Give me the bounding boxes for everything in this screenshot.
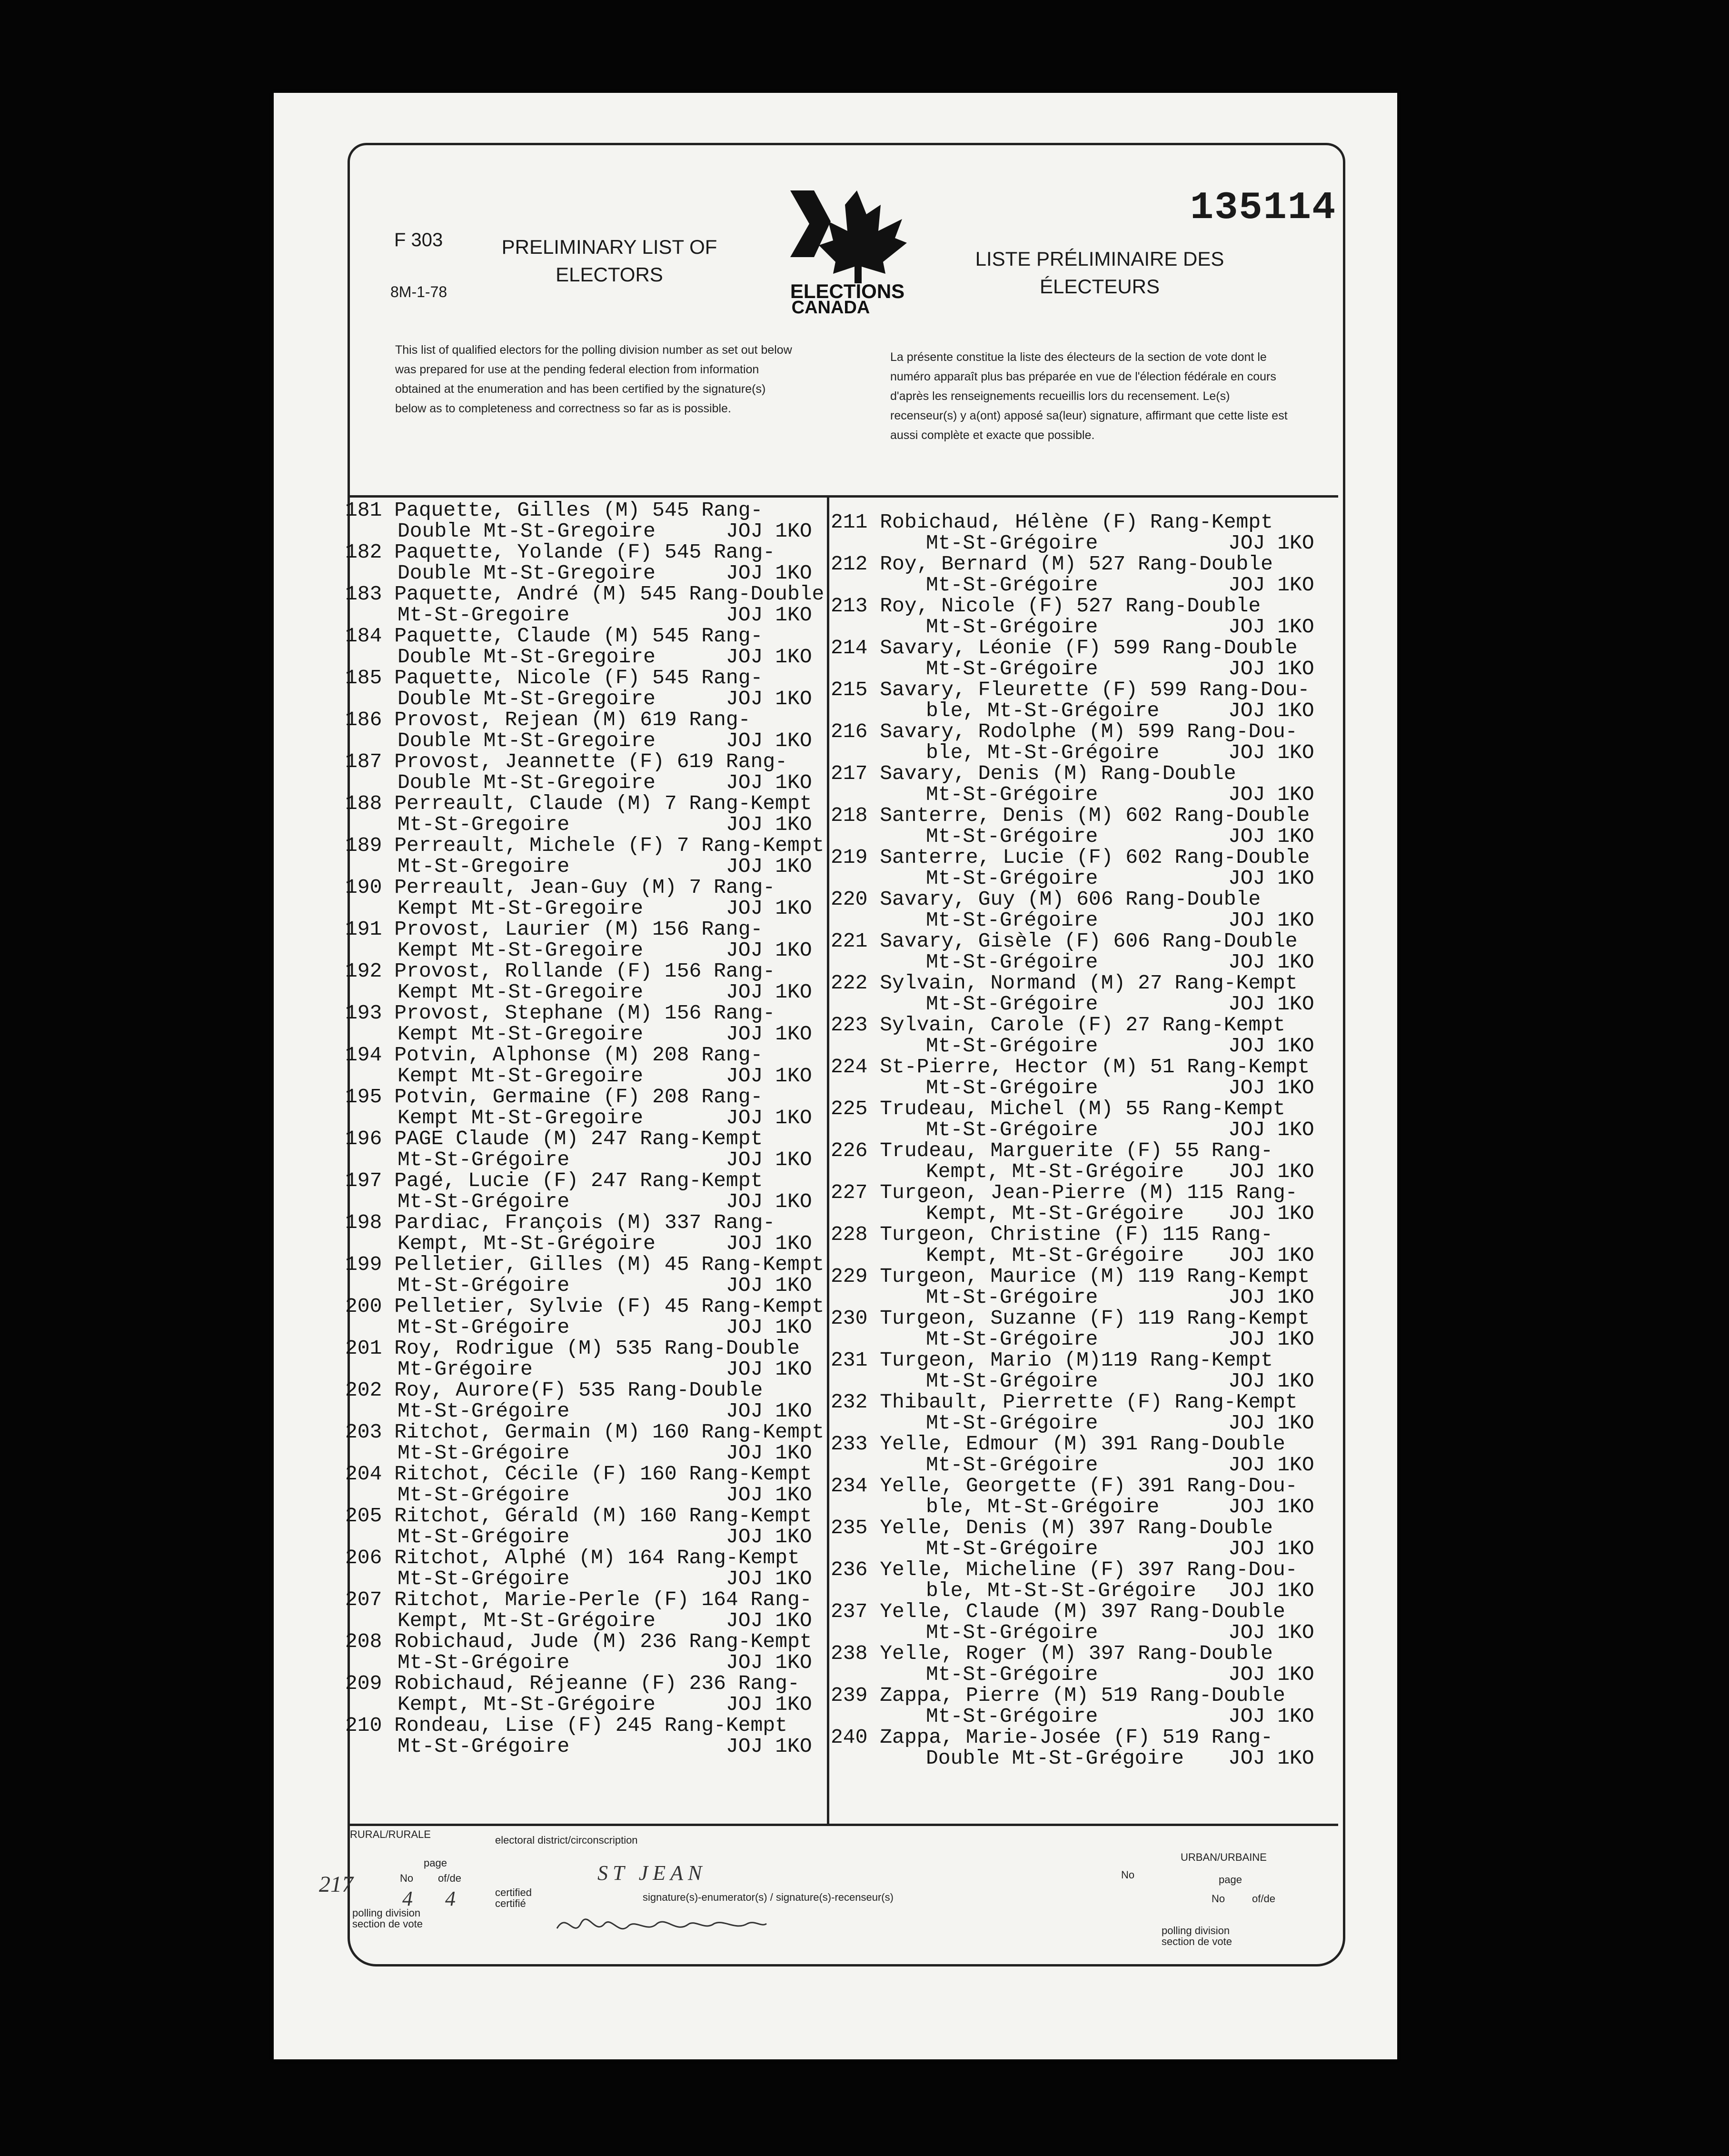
elector-line-2: Kempt, Mt-St-Grégoire: [926, 1160, 1184, 1183]
elector-line-2: Double Mt-St-Gregoire: [397, 687, 656, 710]
elector-entry: [345, 1338, 826, 1380]
elector-line-1: 211 Robichaud, Hélène (F) Rang-Kempt: [831, 510, 1273, 534]
elector-entry: [345, 1128, 826, 1170]
elector-line-1: 222 Sylvain, Normand (M) 27 Rang-Kempt: [831, 971, 1298, 995]
elector-postal-code: JOJ 1KO: [726, 561, 812, 585]
elector-entry: [831, 1057, 1335, 1098]
elector-line-1: 217 Savary, Denis (M) Rang-Double: [831, 762, 1236, 785]
elector-line-2: ble, Mt-St-St-Grégoire: [926, 1579, 1196, 1602]
elector-postal-code: JOJ 1KO: [726, 897, 812, 920]
elector-line-1: 237 Yelle, Claude (M) 397 Rang-Double: [831, 1600, 1285, 1623]
footer-no-label-right-1: No: [1121, 1869, 1135, 1881]
elector-line-1: 206 Ritchot, Alphé (M) 164 Rang-Kempt: [345, 1546, 800, 1569]
elector-entry: [345, 1547, 826, 1589]
elector-postal-code: JOJ 1KO: [1228, 1663, 1314, 1686]
title-fr-line2: ÉLECTEURS: [1039, 275, 1160, 298]
elector-entry: [831, 554, 1335, 596]
elector-entry: [831, 1140, 1335, 1182]
elector-entry: [345, 919, 826, 961]
elector-entry: [345, 1631, 826, 1673]
elector-line-2: Mt-St-Grégoire: [926, 867, 1098, 890]
elector-postal-code: JOJ 1KO: [726, 1106, 812, 1129]
elector-line-2: Kempt Mt-St-Gregoire: [397, 938, 644, 962]
elector-entry: [345, 500, 826, 542]
elector-entry: [345, 1170, 826, 1212]
elector-line-2: Kempt Mt-St-Gregoire: [397, 1022, 644, 1046]
elector-line-2: Mt-St-Grégoire: [926, 1411, 1098, 1435]
elector-line-2: Kempt, Mt-St-Grégoire: [926, 1244, 1184, 1267]
elector-entry: [345, 877, 826, 919]
elector-postal-code: JOJ 1KO: [726, 1316, 812, 1339]
elector-line-1: 183 Paquette, André (M) 545 Rang-Double: [345, 582, 825, 606]
elector-line-2: Kempt, Mt-St-Grégoire: [397, 1232, 656, 1255]
elector-line-1: 236 Yelle, Micheline (F) 397 Rang-Dou-: [831, 1558, 1298, 1581]
elector-postal-code: JOJ 1KO: [1228, 531, 1314, 555]
handwritten-district: ST JEAN: [597, 1861, 707, 1885]
title-fr-line1: LISTE PRÉLIMINAIRE DES: [975, 248, 1224, 270]
elector-line-1: 232 Thibault, Pierrette (F) Rang-Kempt: [831, 1390, 1298, 1414]
elector-line-2: ble, Mt-St-Grégoire: [926, 741, 1160, 764]
elector-entry: [831, 1015, 1335, 1057]
elector-entry: [345, 542, 826, 584]
footer-polling-division-label: polling division: [352, 1907, 421, 1919]
footer-district-label: electoral district/circonscription: [495, 1834, 638, 1846]
elector-line-2: Kempt, Mt-St-Grégoire: [397, 1609, 656, 1632]
elector-postal-code: JOJ 1KO: [1228, 573, 1314, 597]
handwritten-page-of: 4: [445, 1887, 456, 1910]
elector-postal-code: JOJ 1KO: [726, 1651, 812, 1674]
serial-number: 135114: [1190, 186, 1337, 230]
elector-entry: [345, 1506, 826, 1547]
elector-line-1: 185 Paquette, Nicole (F) 545 Rang-: [345, 666, 763, 689]
elector-entry: [831, 1727, 1335, 1769]
elector-postal-code: JOJ 1KO: [1228, 950, 1314, 974]
title-en-line2: ELECTORS: [556, 263, 663, 286]
elector-postal-code: JOJ 1KO: [726, 1525, 812, 1548]
elections-canada-logo: [785, 186, 909, 314]
elector-postal-code: JOJ 1KO: [1228, 615, 1314, 639]
elector-line-1: 238 Yelle, Roger (M) 397 Rang-Double: [831, 1642, 1273, 1665]
elector-entry: [831, 1392, 1335, 1434]
elector-line-1: 200 Pelletier, Sylvie (F) 45 Rang-Kempt: [345, 1295, 825, 1318]
elector-line-1: 204 Ritchot, Cécile (F) 160 Rang-Kempt: [345, 1462, 812, 1486]
elector-line-1: 235 Yelle, Denis (M) 397 Rang-Double: [831, 1516, 1273, 1539]
elector-entry: [345, 751, 826, 793]
elector-line-1: 223 Sylvain, Carole (F) 27 Rang-Kempt: [831, 1013, 1285, 1037]
elector-entry: [831, 931, 1335, 973]
elector-line-2: Double Mt-St-Gregoire: [397, 561, 656, 585]
elector-postal-code: JOJ 1KO: [1228, 783, 1314, 806]
footer-no-label-left: No: [400, 1872, 414, 1884]
elector-entry: [831, 973, 1335, 1015]
elector-postal-code: JOJ 1KO: [726, 687, 812, 710]
elector-entry: [345, 668, 826, 709]
elector-postal-code: JOJ 1KO: [1228, 1579, 1314, 1602]
handwritten-division: 217: [319, 1872, 353, 1897]
electors-column-right: [831, 512, 1335, 1769]
title-english: [486, 233, 733, 289]
elector-line-1: 189 Perreault, Michele (F) 7 Rang-Kempt: [345, 834, 825, 857]
elector-line-1: 202 Roy, Aurore(F) 535 Rang-Double: [345, 1378, 763, 1402]
elector-line-1: 194 Potvin, Alphonse (M) 208 Rang-: [345, 1043, 763, 1067]
elector-postal-code: JOJ 1KO: [726, 1399, 812, 1423]
column-divider: [827, 495, 829, 1824]
elector-postal-code: JOJ 1KO: [726, 855, 812, 878]
elector-line-2: Mt-St-Grégoire: [397, 1525, 570, 1548]
footer-urban-label: URBAN/URBAINE: [1181, 1851, 1267, 1863]
elector-line-2: Mt-St-Grégoire: [926, 657, 1098, 680]
elector-entry: [345, 584, 826, 626]
elector-entry: [345, 1715, 826, 1757]
footer-certified-label: certified: [495, 1886, 532, 1898]
elector-postal-code: JOJ 1KO: [1228, 908, 1314, 932]
elector-line-1: 227 Turgeon, Jean-Pierre (M) 115 Rang-: [831, 1181, 1298, 1204]
elector-entry: [831, 638, 1335, 679]
elector-postal-code: JOJ 1KO: [726, 1483, 812, 1507]
footer-section-vote-label: section de vote: [352, 1918, 423, 1930]
elector-postal-code: JOJ 1KO: [1228, 1747, 1314, 1770]
elector-postal-code: JOJ 1KO: [1228, 1537, 1314, 1560]
elector-postal-code: JOJ 1KO: [726, 938, 812, 962]
elector-line-2: Mt-St-Grégoire: [926, 573, 1098, 597]
elector-postal-code: JOJ 1KO: [1228, 1286, 1314, 1309]
elector-postal-code: JOJ 1KO: [1228, 1328, 1314, 1351]
elector-entry: [345, 1296, 826, 1338]
elector-line-2: Mt-St-Grégoire: [926, 950, 1098, 974]
elector-entry: [831, 1308, 1335, 1350]
elector-postal-code: JOJ 1KO: [726, 1735, 812, 1758]
elector-postal-code: JOJ 1KO: [1228, 1076, 1314, 1099]
elector-line-1: 230 Turgeon, Suzanne (F) 119 Rang-Kempt: [831, 1307, 1310, 1330]
elector-line-2: Double Mt-St-Gregoire: [397, 519, 656, 543]
elector-line-1: 181 Paquette, Gilles (M) 545 Rang-: [345, 499, 763, 522]
elector-line-1: 193 Provost, Stephane (M) 156 Rang-: [345, 1001, 775, 1025]
maple-leaf-x-icon: [785, 186, 909, 314]
elector-postal-code: JOJ 1KO: [726, 1148, 812, 1171]
form-date: 8M-1-78: [390, 283, 447, 300]
elector-line-1: 203 Ritchot, Germain (M) 160 Rang-Kempt: [345, 1420, 825, 1444]
elector-line-2: Mt-St-Grégoire: [397, 1483, 570, 1507]
elector-entry: [831, 1476, 1335, 1517]
elector-postal-code: JOJ 1KO: [726, 645, 812, 669]
elector-line-1: 213 Roy, Nicole (F) 527 Rang-Double: [831, 594, 1261, 618]
elector-entry: [345, 1589, 826, 1631]
elector-postal-code: JOJ 1KO: [1228, 741, 1314, 764]
elector-postal-code: JOJ 1KO: [1228, 1369, 1314, 1393]
footer-divider: [350, 1824, 1338, 1826]
elector-line-2: Kempt Mt-St-Gregoire: [397, 897, 644, 920]
elector-line-1: 226 Trudeau, Marguerite (F) 55 Rang-: [831, 1139, 1273, 1162]
elector-line-1: 214 Savary, Léonie (F) 599 Rang-Double: [831, 636, 1298, 659]
elector-line-1: 196 PAGE Claude (M) 247 Rang-Kempt: [345, 1127, 763, 1150]
elector-entry: [831, 889, 1335, 931]
elector-line-1: 195 Potvin, Germaine (F) 208 Rang-: [345, 1085, 763, 1108]
elector-line-1: 187 Provost, Jeannette (F) 619 Rang-: [345, 750, 787, 773]
elector-line-2: Mt-St-Grégoire: [926, 1621, 1098, 1644]
elector-line-2: Mt-Grégoire: [397, 1357, 533, 1381]
elector-line-1: 233 Yelle, Edmour (M) 391 Rang-Double: [831, 1432, 1285, 1456]
elector-line-2: Mt-St-Grégoire: [397, 1441, 570, 1465]
elector-postal-code: JOJ 1KO: [726, 729, 812, 752]
elector-entry: [831, 1266, 1335, 1308]
header-divider: [350, 495, 1338, 498]
elector-line-1: 212 Roy, Bernard (M) 527 Rang-Double: [831, 552, 1273, 576]
intro-french: La présente constitue la liste des électeurs de la section de vote dont le numéro apparaît plus bas préparée en vue de l'élection fédérale en cours d'après les renseignements recueillis lors du recensement. Le(s) recenseur(s) y a(ont) apposé sa(leur) signature, affirmant que cette liste est aussi complète et exacte que possible.: [890, 350, 1288, 442]
elector-line-1: 234 Yelle, Georgette (F) 391 Rang-Dou-: [831, 1474, 1298, 1497]
elector-line-1: 239 Zappa, Pierre (M) 519 Rang-Double: [831, 1684, 1285, 1707]
elector-line-1: 220 Savary, Guy (M) 606 Rang-Double: [831, 888, 1261, 911]
elector-postal-code: JOJ 1KO: [1228, 992, 1314, 1016]
elector-line-2: Mt-St-Grégoire: [397, 1651, 570, 1674]
elector-entry: [345, 1464, 826, 1506]
elector-postal-code: JOJ 1KO: [726, 1567, 812, 1590]
elector-postal-code: JOJ 1KO: [726, 1357, 812, 1381]
footer-certifie-label: certifié: [495, 1897, 526, 1909]
elector-postal-code: JOJ 1KO: [1228, 1034, 1314, 1058]
elector-line-2: Double Mt-St-Gregoire: [397, 645, 656, 669]
elector-entry: [831, 1517, 1335, 1559]
elector-postal-code: JOJ 1KO: [726, 1022, 812, 1046]
elector-line-2: Mt-St-Grégoire: [926, 825, 1098, 848]
elector-line-2: ble, Mt-St-Grégoire: [926, 699, 1160, 722]
elector-line-1: 205 Ritchot, Gérald (M) 160 Rang-Kempt: [345, 1504, 812, 1527]
elector-line-1: 216 Savary, Rodolphe (M) 599 Rang-Dou-: [831, 720, 1298, 743]
elector-entry: [345, 626, 826, 668]
elector-line-2: Mt-St-Grégoire: [926, 1328, 1098, 1351]
elector-line-1: 199 Pelletier, Gilles (M) 45 Rang-Kempt: [345, 1253, 825, 1276]
elector-entry: [831, 847, 1335, 889]
elector-line-2: Kempt, Mt-St-Grégoire: [397, 1693, 656, 1716]
elector-postal-code: JOJ 1KO: [1228, 867, 1314, 890]
elector-line-2: Kempt Mt-St-Gregoire: [397, 980, 644, 1004]
elector-line-1: 197 Pagé, Lucie (F) 247 Rang-Kempt: [345, 1169, 763, 1192]
elector-postal-code: JOJ 1KO: [726, 1232, 812, 1255]
elector-postal-code: JOJ 1KO: [1228, 1244, 1314, 1267]
elector-entry: [345, 1422, 826, 1464]
elector-postal-code: JOJ 1KO: [1228, 1495, 1314, 1518]
elector-line-2: Mt-St-Grégoire: [397, 1399, 570, 1423]
elector-line-2: Mt-St-Grégoire: [926, 1076, 1098, 1099]
elector-entry: [345, 709, 826, 751]
elector-entry: [831, 763, 1335, 805]
elector-entry: [831, 1559, 1335, 1601]
elector-line-1: 201 Roy, Rodrigue (M) 535 Rang-Double: [345, 1337, 800, 1360]
elector-line-1: 198 Pardiac, François (M) 337 Rang-: [345, 1211, 775, 1234]
title-en-line1: PRELIMINARY LIST OF: [501, 236, 717, 258]
elector-line-2: Mt-St-Grégoire: [926, 1537, 1098, 1560]
elector-line-2: Mt-St-Grégoire: [397, 1316, 570, 1339]
elector-line-2: Mt-St-Gregoire: [397, 603, 570, 627]
elector-entry: [345, 793, 826, 835]
elector-line-2: Double Mt-St-Gregoire: [397, 771, 656, 794]
elector-line-1: 225 Trudeau, Michel (M) 55 Rang-Kempt: [831, 1097, 1285, 1120]
enumerator-signature: [552, 1909, 771, 1943]
elector-entry: [831, 1434, 1335, 1476]
elector-line-2: Kempt Mt-St-Gregoire: [397, 1064, 644, 1088]
elector-line-1: 209 Robichaud, Réjeanne (F) 236 Rang-: [345, 1672, 800, 1695]
elector-line-1: 240 Zappa, Marie-Josée (F) 519 Rang-: [831, 1726, 1273, 1749]
elector-line-1: 190 Perreault, Jean-Guy (M) 7 Rang-: [345, 876, 775, 899]
elector-postal-code: JOJ 1KO: [1228, 1202, 1314, 1225]
handwritten-page-no: 4: [402, 1887, 413, 1910]
elector-line-2: Double Mt-St-Grégoire: [926, 1747, 1184, 1770]
elector-entry: [831, 805, 1335, 847]
footer-no-label-right-2: No: [1212, 1893, 1225, 1905]
elector-line-2: Mt-St-Grégoire: [926, 1286, 1098, 1309]
elector-line-1: 191 Provost, Laurier (M) 156 Rang-: [345, 918, 763, 941]
intro-english: This list of qualified electors for the polling division number as set out below was prepared for use at the pending federal election from information obtained at the enumeration and has been certified by the signature(s) below as to completeness and correctness so far as is possible.: [395, 343, 792, 415]
electors-column-left: [345, 500, 826, 1757]
elector-line-1: 208 Robichaud, Jude (M) 236 Rang-Kempt: [345, 1630, 812, 1653]
elector-line-2: Mt-St-Grégoire: [926, 1705, 1098, 1728]
elector-postal-code: JOJ 1KO: [726, 519, 812, 543]
elector-entry: [831, 512, 1335, 554]
elector-line-1: 218 Santerre, Denis (M) 602 Rang-Double: [831, 804, 1310, 827]
elector-postal-code: JOJ 1KO: [1228, 1621, 1314, 1644]
elector-line-2: Double Mt-St-Gregoire: [397, 729, 656, 752]
title-french: [966, 245, 1233, 300]
form-code: F 303: [394, 230, 443, 250]
elector-entry: [831, 1350, 1335, 1392]
elector-postal-code: JOJ 1KO: [1228, 1411, 1314, 1435]
elector-entry: [831, 1182, 1335, 1224]
elector-line-1: 182 Paquette, Yolande (F) 545 Rang-: [345, 540, 775, 564]
elector-line-2: Mt-St-Grégoire: [926, 1663, 1098, 1686]
elector-entry: [345, 1254, 826, 1296]
elector-line-2: Mt-St-Grégoire: [397, 1274, 570, 1297]
elector-postal-code: JOJ 1KO: [726, 1693, 812, 1716]
elector-line-1: 192 Provost, Rollande (F) 156 Rang-: [345, 959, 775, 983]
elector-line-2: Mt-St-Gregoire: [397, 813, 570, 836]
elector-postal-code: JOJ 1KO: [1228, 699, 1314, 722]
footer-of-label-right: of/de: [1252, 1893, 1275, 1905]
elector-line-1: 231 Turgeon, Mario (M)119 Rang-Kempt: [831, 1348, 1273, 1372]
footer-of-label-left: of/de: [438, 1872, 461, 1884]
elector-entry: [831, 1643, 1335, 1685]
elector-postal-code: JOJ 1KO: [726, 1064, 812, 1088]
elector-postal-code: JOJ 1KO: [1228, 1160, 1314, 1183]
elector-entry: [831, 1224, 1335, 1266]
elector-line-2: Mt-St-Grégoire: [926, 1034, 1098, 1058]
elector-line-1: 215 Savary, Fleurette (F) 599 Rang-Dou-: [831, 678, 1310, 701]
elector-line-1: 210 Rondeau, Lise (F) 245 Rang-Kempt: [345, 1714, 787, 1737]
elector-entry: [345, 961, 826, 1003]
elector-line-2: Mt-St-Grégoire: [926, 1369, 1098, 1393]
elector-line-2: Mt-St-Grégoire: [926, 615, 1098, 639]
elector-entry: [345, 1087, 826, 1128]
logo-canada: CANADA: [791, 298, 870, 314]
elector-entry: [831, 1098, 1335, 1140]
elector-postal-code: JOJ 1KO: [726, 1441, 812, 1465]
elector-postal-code: JOJ 1KO: [1228, 1453, 1314, 1477]
elector-line-2: Mt-St-Grégoire: [926, 908, 1098, 932]
elector-entry: [345, 1380, 826, 1422]
footer-polling-division-label-right: polling division: [1162, 1925, 1230, 1936]
elector-line-2: Mt-St-Grégoire: [397, 1190, 570, 1213]
elector-line-2: Mt-St-Grégoire: [926, 1118, 1098, 1141]
elector-line-2: Kempt Mt-St-Gregoire: [397, 1106, 644, 1129]
footer-page-label-right: page: [1219, 1874, 1242, 1886]
elector-line-2: Mt-St-Grégoire: [926, 783, 1098, 806]
elector-entry: [831, 1685, 1335, 1727]
elector-entry: [345, 1212, 826, 1254]
elector-line-1: 221 Savary, Gisèle (F) 606 Rang-Double: [831, 929, 1298, 953]
elector-postal-code: JOJ 1KO: [726, 1609, 812, 1632]
footer-rural-label: RURAL/RURALE: [350, 1828, 431, 1840]
elector-line-1: 184 Paquette, Claude (M) 545 Rang-: [345, 624, 763, 648]
elector-postal-code: JOJ 1KO: [726, 980, 812, 1004]
elector-line-1: 224 St-Pierre, Hector (M) 51 Rang-Kempt: [831, 1055, 1310, 1078]
footer-section-vote-label-right: section de vote: [1162, 1936, 1232, 1947]
elector-entry: [345, 1673, 826, 1715]
elector-line-1: 207 Ritchot, Marie-Perle (F) 164 Rang-: [345, 1588, 812, 1611]
logo-elections: ELECTIONS: [790, 280, 905, 302]
elector-line-2: ble, Mt-St-Grégoire: [926, 1495, 1160, 1518]
elector-postal-code: JOJ 1KO: [726, 813, 812, 836]
elector-postal-code: JOJ 1KO: [1228, 825, 1314, 848]
elector-line-1: 219 Santerre, Lucie (F) 602 Rang-Double: [831, 846, 1310, 869]
elector-postal-code: JOJ 1KO: [1228, 1118, 1314, 1141]
elector-postal-code: JOJ 1KO: [726, 1274, 812, 1297]
elector-entry: [831, 1601, 1335, 1643]
elector-line-2: Mt-St-Grégoire: [397, 1567, 570, 1590]
elector-line-2: Mt-St-Grégoire: [397, 1148, 570, 1171]
elector-line-2: Mt-St-Grégoire: [926, 531, 1098, 555]
elector-postal-code: JOJ 1KO: [1228, 1705, 1314, 1728]
elector-entry: [831, 596, 1335, 638]
footer-signature-label: signature(s)-enumerator(s) / signature(s)-recenseur(s): [643, 1891, 894, 1903]
elector-entry: [345, 835, 826, 877]
elector-postal-code: JOJ 1KO: [726, 1190, 812, 1213]
elector-line-2: Mt-St-Grégoire: [926, 992, 1098, 1016]
elector-line-1: 186 Provost, Rejean (M) 619 Rang-: [345, 708, 751, 731]
elector-postal-code: JOJ 1KO: [1228, 657, 1314, 680]
elector-line-1: 229 Turgeon, Maurice (M) 119 Rang-Kempt: [831, 1265, 1310, 1288]
elector-line-2: Mt-St-Gregoire: [397, 855, 570, 878]
elector-entry: [831, 721, 1335, 763]
elector-entry: [345, 1003, 826, 1045]
elector-entry: [831, 679, 1335, 721]
elector-entry: [345, 1045, 826, 1087]
elector-line-2: Mt-St-Grégoire: [397, 1735, 570, 1758]
elector-postal-code: JOJ 1KO: [726, 771, 812, 794]
elector-line-1: 228 Turgeon, Christine (F) 115 Rang-: [831, 1223, 1273, 1246]
elector-line-2: Kempt, Mt-St-Grégoire: [926, 1202, 1184, 1225]
elector-postal-code: JOJ 1KO: [726, 603, 812, 627]
footer-page-label-left: page: [424, 1857, 447, 1869]
elector-line-1: 188 Perreault, Claude (M) 7 Rang-Kempt: [345, 792, 812, 815]
elector-line-2: Mt-St-Grégoire: [926, 1453, 1098, 1477]
